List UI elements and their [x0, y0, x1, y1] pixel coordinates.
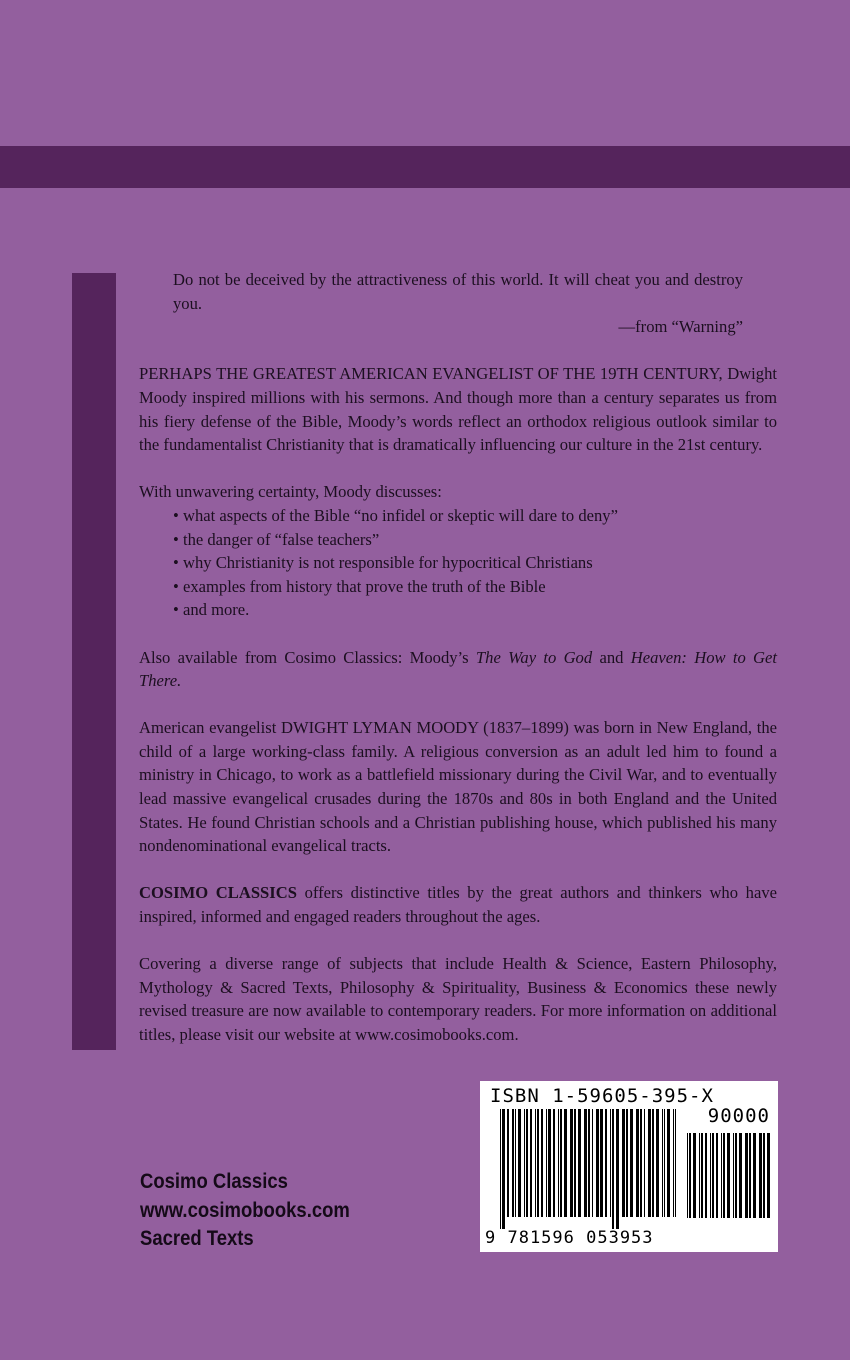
intro-lead: PERHAPS THE GREATEST AMERICAN EVANGELIST OF THE 19TH CENTURY,: [139, 364, 723, 384]
epigraph-quote: Do not be deceived by the attractiveness of this world. It will cheat you and destroy you.: [173, 270, 743, 313]
addon-barcode-bars: [687, 1133, 771, 1230]
ean-number: 9 781596 053953: [485, 1228, 654, 1248]
list-item: • examples from history that prove the truth of the Bible: [173, 575, 777, 599]
discusses-lead: With unwavering certainty, Moody discusses:: [139, 482, 442, 502]
cosimo-text: offers distinctive titles by the great authors and thinkers who have inspired, informed and engaged readers throughout the ages.: [139, 883, 777, 927]
also-available-line: [139, 646, 777, 693]
intro-text: Dwight Moody inspired millions with his sermons. And though more than a century separates us from his fiery defense of the Bible, Moody’s words reflect an orthodox religious outlook similar to the fundamentalist Christianity that is dramatically influencing our culture in the 21st century.: [139, 364, 777, 455]
intro-paragraph: [139, 362, 777, 456]
book-category: Sacred Texts: [140, 1227, 254, 1250]
publisher-info: [140, 1168, 350, 1254]
subjects-paragraph: Covering a diverse range of subjects that include Health & Science, Eastern Philosophy, Mythology & Sacred Texts, Philosophy & Spirituality, Business & Economics these newly revised treasure are now available to contemporary readers. For more information on additional titles, please visit our website at www.cosimobooks.com.: [139, 954, 777, 1044]
bio-text: (1837–1899) was born in New England, the child of a large working-class family. A religious conversion as an adult led him to found a ministry in Chicago, to work as a battlefield missionary during the Civil War, and to eventually lead massive evangelical crusades during the 1870s and 80s in both England and the United States. He found Christian schools and a Christian publishing house, which published his many nondenominational evangelical tracts.: [139, 718, 777, 856]
epigraph-source: —from “Warning”: [618, 317, 743, 337]
author-name: DWIGHT LYMAN MOODY: [281, 718, 479, 738]
publisher-website: www.cosimobooks.com: [140, 1198, 350, 1222]
publisher-name: Cosimo Classics: [140, 1170, 288, 1193]
cosimo-paragraph: [139, 881, 777, 928]
list-item: • the danger of “false teachers”: [173, 528, 777, 552]
cosimo-brand: COSIMO CLASSICS: [139, 883, 297, 903]
author-bio: [139, 716, 777, 858]
isbn-number: ISBN 1-59605-395-X: [490, 1085, 714, 1107]
title-heaven: Heaven: How to Get There.: [139, 647, 778, 691]
back-cover-copy: [139, 268, 777, 1047]
title-way-to-god: The Way to God: [475, 647, 593, 667]
discussion-list: [139, 504, 777, 622]
bio-prefix: American evangelist: [139, 718, 281, 738]
price-code: 90000: [707, 1105, 770, 1127]
list-item: • and more.: [173, 598, 777, 622]
also-available-prefix: Also available from Cosimo Classics: Moody’s: [139, 647, 476, 667]
list-item: • what aspects of the Bible “no infidel or skeptic will dare to deny”: [173, 504, 777, 528]
list-item: • why Christianity is not responsible for hypocritical Christians: [173, 551, 777, 575]
side-accent-bar: [72, 273, 116, 1050]
top-band: [0, 146, 850, 188]
barcode-bars: [500, 1109, 680, 1229]
isbn-barcode: [480, 1081, 778, 1252]
also-available-and: and: [592, 647, 631, 667]
